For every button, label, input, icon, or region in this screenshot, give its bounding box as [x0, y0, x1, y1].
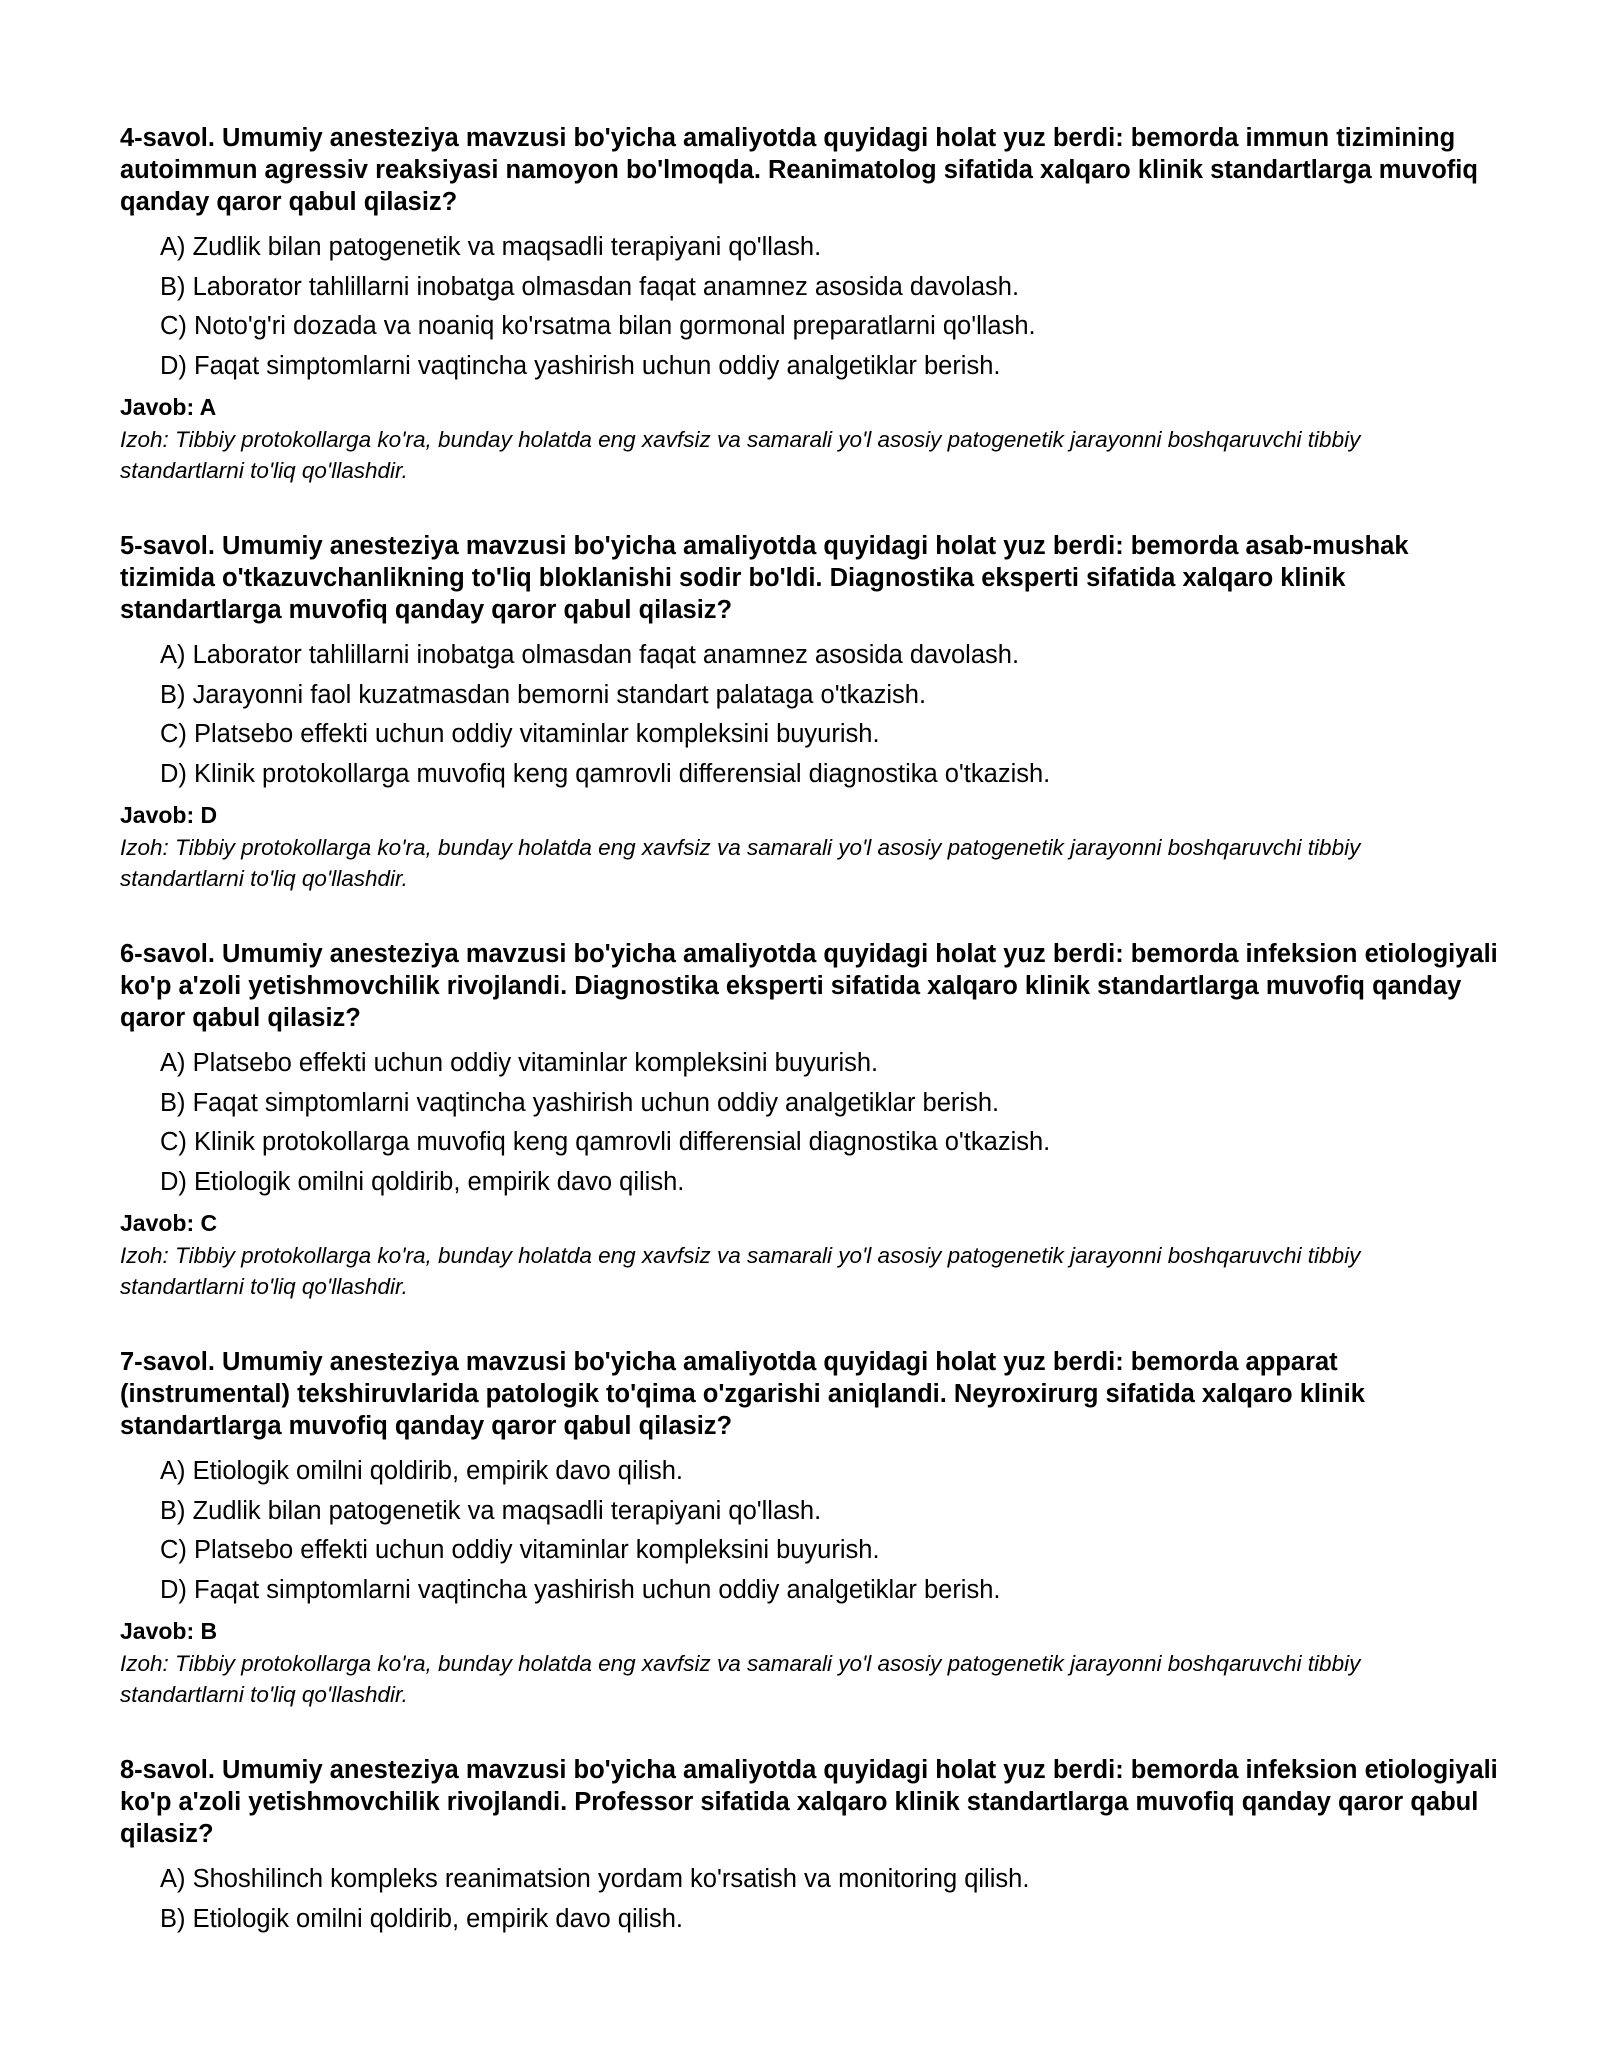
option-list — [120, 1452, 1510, 1610]
explanation-note: Izoh: Tibbiy protokollarga ko'ra, bunday holatda eng xavfsiz va samarali yo'l asosiy patogenetik jarayonni boshqaruvchi tibbiy standartlarni to'liq qo'llashdir. — [120, 1243, 1361, 1299]
question-title: 8-savol. Umumiy anesteziya mavzusi bo'yicha amaliyotda quyidagi holat yuz berdi: bemorda infeksion etiologiyali ko'p a'zoli yetishmovchilik rivojlandi. Professor sifatida xalqaro klinik standartlarga muvofiq qanday qaror qabul qilasiz? — [120, 1756, 1498, 1848]
question-title: 7-savol. Umumiy anesteziya mavzusi bo'yicha amaliyotda quyidagi holat yuz berdi: bemorda apparat (instrumental) tekshiruvlarida patologik to'qima o'zgarishi aniqlandi. Neyroxirurg sifatida xalqaro klinik standartlarga muvofiq qanday qaror qabul qilasiz? — [120, 1348, 1365, 1440]
option-b: B) Faqat simptomlarni vaqtincha yashirish uchun oddiy analgetiklar berish. — [160, 1088, 1000, 1117]
option-list — [120, 1044, 1510, 1202]
question-7 — [120, 1346, 1510, 1710]
document-page — [120, 122, 1510, 1983]
question-8 — [120, 1754, 1510, 1939]
option-list — [120, 1860, 1510, 1939]
explanation-note: Izoh: Tibbiy protokollarga ko'ra, bunday holatda eng xavfsiz va samarali yo'l asosiy patogenetik jarayonni boshqaruvchi tibbiy standartlarni to'liq qo'llashdir. — [120, 835, 1361, 891]
option-d: D) Faqat simptomlarni vaqtincha yashirish uchun oddiy analgetiklar berish. — [160, 1575, 1001, 1604]
answer-label: Javob: B — [120, 1618, 218, 1644]
option-d: D) Klinik protokollarga muvofiq keng qamrovli differensial diagnostika o'tkazish. — [160, 759, 1051, 788]
option-b: B) Zudlik bilan patogenetik va maqsadli terapiyani qo'llash. — [160, 1496, 822, 1525]
explanation-note: Izoh: Tibbiy protokollarga ko'ra, bunday holatda eng xavfsiz va samarali yo'l asosiy patogenetik jarayonni boshqaruvchi tibbiy standartlarni to'liq qo'llashdir. — [120, 1651, 1361, 1707]
option-b: B) Etiologik omilni qoldirib, empirik davo qilish. — [160, 1904, 683, 1933]
question-4 — [120, 122, 1510, 486]
option-d: D) Etiologik omilni qoldirib, empirik davo qilish. — [160, 1167, 685, 1196]
option-list — [120, 636, 1510, 794]
question-6 — [120, 938, 1510, 1302]
explanation-note: Izoh: Tibbiy protokollarga ko'ra, bunday holatda eng xavfsiz va samarali yo'l asosiy patogenetik jarayonni boshqaruvchi tibbiy standartlarni to'liq qo'llashdir. — [120, 427, 1361, 483]
option-b: B) Laborator tahlillarni inobatga olmasdan faqat anamnez asosida davolash. — [160, 272, 1020, 301]
answer-label: Javob: C — [120, 1210, 218, 1236]
option-list — [120, 228, 1510, 386]
option-c: C) Noto'g'ri dozada va noaniq ko'rsatma bilan gormonal preparatlarni qo'llash. — [160, 312, 1036, 340]
option-a: A) Platsebo effekti uchun oddiy vitaminlar kompleksini buyurish. — [160, 1049, 879, 1077]
option-c: C) Klinik protokollarga muvofiq keng qamrovli differensial diagnostika o'tkazish. — [160, 1128, 1051, 1156]
answer-label: Javob: D — [120, 802, 218, 828]
question-title: 6-savol. Umumiy anesteziya mavzusi bo'yicha amaliyotda quyidagi holat yuz berdi: bemorda infeksion etiologiyali ko'p a'zoli yetishmovchilik rivojlandi. Diagnostika eksperti sifatida xalqaro klinik standartlarga muvofiq qanday qaror qabul qilasiz? — [120, 940, 1498, 1032]
option-b: B) Jarayonni faol kuzatmasdan bemorni standart palataga o'tkazish. — [160, 680, 927, 709]
option-a: A) Zudlik bilan patogenetik va maqsadli terapiyani qo'llash. — [160, 233, 822, 261]
option-a: A) Laborator tahlillarni inobatga olmasdan faqat anamnez asosida davolash. — [160, 641, 1020, 669]
question-5 — [120, 530, 1510, 894]
question-title: 5-savol. Umumiy anesteziya mavzusi bo'yicha amaliyotda quyidagi holat yuz berdi: bemorda asab-mushak tizimida o'tkazuvchanlikning to'liq bloklanishi sodir bo'ldi. Diagnostika eksperti sifatida xalqaro klinik standartlarga muvofiq qanday qaror qabul qilasiz? — [120, 532, 1409, 624]
option-c: C) Platsebo effekti uchun oddiy vitaminlar kompleksini buyurish. — [160, 720, 880, 748]
option-a: A) Etiologik omilni qoldirib, empirik davo qilish. — [160, 1457, 683, 1485]
answer-label: Javob: A — [120, 394, 217, 420]
option-a: A) Shoshilinch kompleks reanimatsion yordam ko'rsatish va monitoring qilish. — [160, 1865, 1030, 1893]
question-title: 4-savol. Umumiy anesteziya mavzusi bo'yicha amaliyotda quyidagi holat yuz berdi: bemorda immun tizimining autoimmun agressiv reaksiyasi namoyon bo'lmoqda. Reanimatolog sifatida xalqaro klinik standartlarga muvofiq qanday qaror qabul qilasiz? — [120, 124, 1478, 216]
option-d: D) Faqat simptomlarni vaqtincha yashirish uchun oddiy analgetiklar berish. — [160, 351, 1001, 380]
option-c: C) Platsebo effekti uchun oddiy vitaminlar kompleksini buyurish. — [160, 1536, 880, 1564]
